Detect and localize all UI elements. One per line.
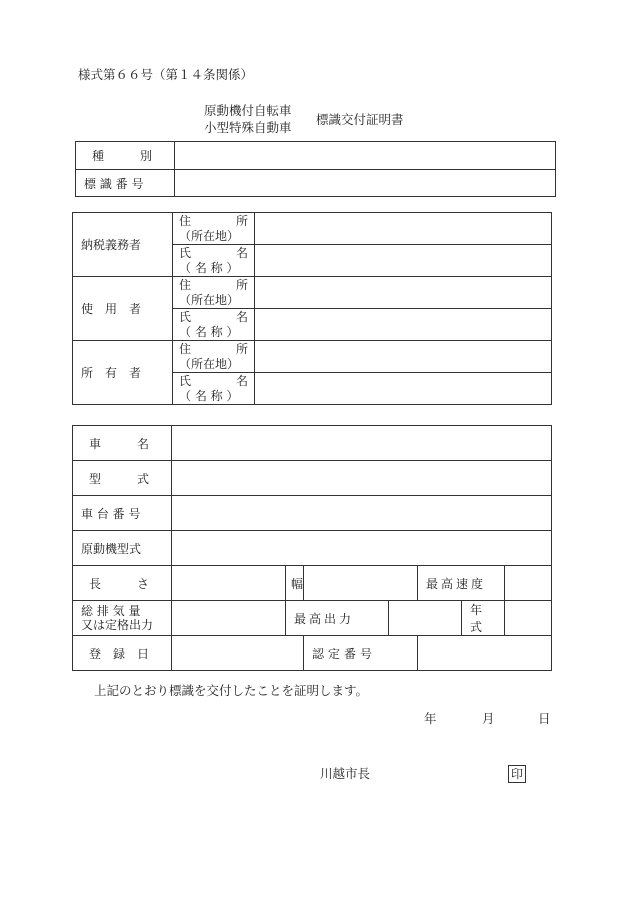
vehicle-table	[72, 425, 552, 671]
year-value[interactable]	[505, 601, 552, 636]
vehicle-name-value[interactable]	[172, 426, 552, 461]
date-year-label: 年	[424, 711, 437, 726]
engine-model-label: 原動機型式	[73, 531, 172, 566]
taxpayer-address-label: 住 所 （所在地）	[173, 213, 255, 245]
type-value[interactable]	[175, 142, 556, 170]
certification-number-value[interactable]	[418, 636, 552, 671]
owner-label: 所 有 者	[73, 341, 173, 405]
taxpayer-name-label: 氏 名 （ 名 称 ）	[173, 245, 255, 277]
model-value[interactable]	[172, 461, 552, 496]
vehicle-type-line2: 小型特殊自動車	[204, 120, 292, 135]
displacement-label: 総 排 気 量 又は定格出力	[73, 601, 172, 636]
user-label: 使 用 者	[73, 277, 173, 341]
user-name-value[interactable]	[255, 309, 552, 341]
owner-name-value[interactable]	[255, 373, 552, 405]
registration-date-value[interactable]	[172, 636, 304, 671]
owner-address-label: 住 所 （所在地）	[173, 341, 255, 373]
length-value[interactable]	[172, 566, 286, 601]
chassis-number-label: 車 台 番 号	[73, 496, 172, 531]
displacement-value[interactable]	[172, 601, 286, 636]
type-label: 種 別	[76, 142, 175, 170]
max-speed-value[interactable]	[505, 566, 552, 601]
document-title: 標識交付証明書	[316, 112, 404, 127]
max-output-label: 最高出力	[286, 601, 389, 636]
owner-name-label: 氏 名 （ 名 称 ）	[173, 373, 255, 405]
date-day-label: 日	[538, 711, 551, 726]
length-label: 長 さ	[73, 566, 172, 601]
plate-number-label: 標 識 番 号	[76, 170, 175, 197]
certification-number-label: 認定番号	[304, 636, 418, 671]
owner-address-value[interactable]	[255, 341, 552, 373]
chassis-number-value[interactable]	[172, 496, 552, 531]
plate-number-value[interactable]	[175, 170, 556, 197]
taxpayer-address-value[interactable]	[255, 213, 552, 245]
user-address-value[interactable]	[255, 277, 552, 309]
user-name-label: 氏 名 （ 名 称 ）	[173, 309, 255, 341]
max-speed-label: 最高速度	[418, 566, 505, 601]
max-output-value[interactable]	[389, 601, 462, 636]
persons-table	[72, 212, 552, 405]
seal-mark: 印	[508, 765, 526, 783]
width-value[interactable]	[304, 566, 418, 601]
date-month-label: 月	[482, 711, 495, 726]
vehicle-type-line1: 原動機付自転車	[204, 103, 292, 118]
registration-date-label: 登 録 日	[73, 636, 172, 671]
engine-model-value[interactable]	[172, 531, 552, 566]
year-label: 年式	[462, 601, 505, 636]
taxpayer-name-value[interactable]	[255, 245, 552, 277]
width-label: 幅	[286, 566, 304, 601]
vehicle-name-label: 車 名	[73, 426, 172, 461]
taxpayer-label: 納税義務者	[73, 213, 173, 277]
form-number: 様式第６６号（第１４条関係）	[78, 67, 254, 82]
model-label: 型 式	[73, 461, 172, 496]
issuer-name: 川越市長	[320, 766, 371, 781]
type-plate-table	[75, 141, 556, 197]
user-address-label: 住 所 （所在地）	[173, 277, 255, 309]
certification-statement: 上記のとおり標識を交付したことを証明します。	[94, 683, 369, 698]
